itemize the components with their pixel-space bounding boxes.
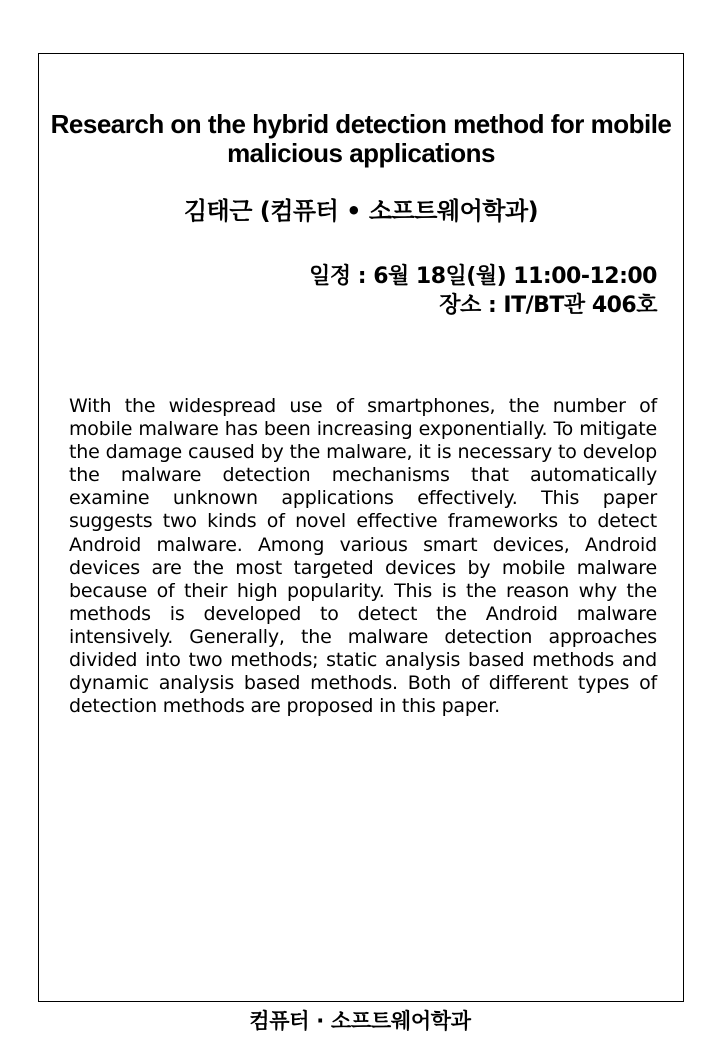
schedule-location: 장소 : IT/BT관 406호 [439, 293, 657, 318]
poster-title: Research on the hybrid detection method for mobile malicious applications [50, 109, 672, 168]
footer-department: 컴퓨터 · 소프트웨어학과 [249, 1009, 471, 1033]
schedule-block [309, 262, 657, 320]
abstract-text: With the widespread use of smartphones, the number of mobile malware has been increasing exponentially. To mitigate the damage caused by the malware, it is necessary to develop the malware detection mechanisms that automatically examine unknown applications effectively. This paper suggests two kinds of novel effective frameworks to detect Android malware. Among various smart devices, Android devices are the most targeted devices by mobile malware because of their high popularity. This is the reason why the methods is developed to detect the Android malware intensively. Generally, the malware detection approaches divided into two methods; static analysis based methods and dynamic analysis based methods. Both of different types of detection methods are proposed in this paper. [69, 395, 657, 718]
speaker-name: 김태근 (컴퓨터 • 소프트웨어학과) [183, 197, 539, 225]
schedule-date-time: 일정 : 6월 18일(월) 11:00-12:00 [309, 264, 657, 289]
